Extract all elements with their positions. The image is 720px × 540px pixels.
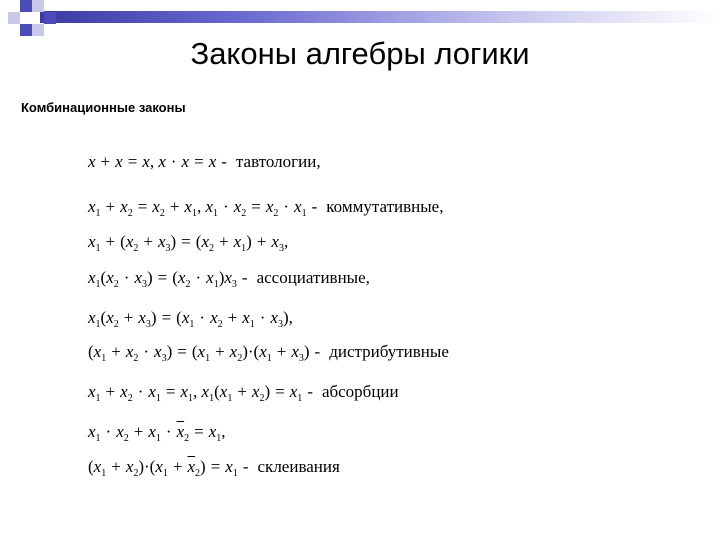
law-name: тавтологии, xyxy=(235,152,321,171)
formula-absorption: $x_1 + x_2 \cdot x_1 = x_1$, $x_1(x_1 + x_2) = x_1$ - абсорбции xyxy=(88,382,399,404)
law-name: дистрибутивные xyxy=(329,342,449,361)
formula-gluing-1: $x_1 \cdot x_2 + x_1 \cdot \overline{x}_2 = x_1$, xyxy=(88,422,226,444)
decor-square xyxy=(32,0,44,12)
formula-associative-product: $x_1(x_2 \cdot x_3) = (x_2 \cdot x_1)x_3$ - ассоциативные, xyxy=(88,268,370,290)
formula-distributive-1: $x_1(x_2 + x_3) = (x_1 \cdot x_2 + x_1 \cdot x_3)$, xyxy=(88,308,293,330)
law-name: склеивания xyxy=(257,457,340,476)
section-subtitle: Комбинационные законы xyxy=(21,100,186,115)
formula-associative-sum: $x_1 + (x_2 + x_3) = (x_2 + x_1) + x_3$, xyxy=(88,232,289,254)
decor-square xyxy=(32,24,44,36)
decor-square xyxy=(20,0,32,12)
law-name: коммутативные, xyxy=(326,197,444,216)
formula-distributive-2: $(x_1 + x_2 \cdot x_3) = (x_1 + x_2)\cdot(x_1 + x_3)$ - дистрибутивные xyxy=(88,342,449,364)
formula-commutative: $x_1 + x_2 = x_2 + x_1$, $x_1 \cdot x_2 = x_2 \cdot x_1$ - коммутативные, xyxy=(88,197,444,219)
decor-square xyxy=(44,12,56,24)
law-name: ассоциативные, xyxy=(256,268,370,287)
decor-square xyxy=(8,12,20,24)
decor-square xyxy=(20,24,32,36)
law-name: абсорбции xyxy=(321,382,399,401)
formula-tautology: x + x = x, x · x = x - тавтологии, xyxy=(88,152,321,171)
formula-gluing-2: $(x_1 + x_2)\cdot(x_1 + \overline{x}_2) = x_1$ - склеивания xyxy=(88,457,340,479)
slide-title: Законы алгебры логики xyxy=(190,36,530,71)
header-gradient-bar xyxy=(40,11,720,23)
